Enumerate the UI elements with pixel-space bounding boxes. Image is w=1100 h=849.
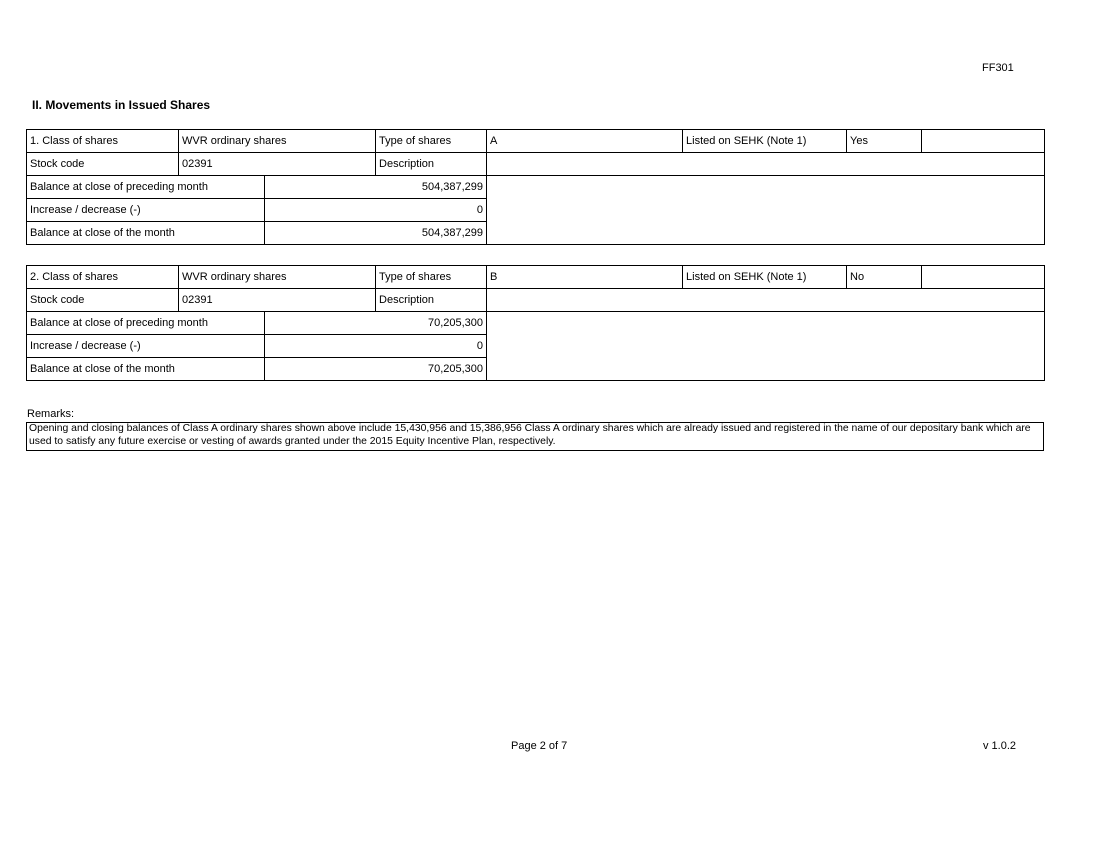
stock-code-label: Stock code	[27, 153, 179, 176]
balance-preceding-value: 504,387,299	[265, 176, 487, 199]
balance-preceding-label: Balance at close of preceding month	[27, 176, 265, 199]
class-label: 1. Class of shares	[27, 130, 179, 153]
share-class-table-1	[26, 129, 1045, 245]
stock-code-row	[27, 153, 1045, 176]
balance-preceding-row	[27, 312, 1045, 335]
increase-decrease-value: 0	[265, 199, 487, 222]
description-value	[487, 289, 1045, 312]
increase-decrease-label: Increase / decrease (-)	[27, 199, 265, 222]
increase-decrease-value: 0	[265, 335, 487, 358]
class-row	[27, 266, 1045, 289]
type-value: B	[487, 266, 683, 289]
stock-code-label: Stock code	[27, 289, 179, 312]
listed-value: Yes	[847, 130, 922, 153]
type-label: Type of shares	[376, 130, 487, 153]
type-label: Type of shares	[376, 266, 487, 289]
description-value	[487, 153, 1045, 176]
description-label: Description	[376, 289, 487, 312]
class-row	[27, 130, 1045, 153]
balance-notes-area	[487, 176, 1045, 245]
page-number: Page 2 of 7	[511, 740, 568, 752]
balance-close-label: Balance at close of the month	[27, 222, 265, 245]
stock-code-value: 02391	[179, 153, 376, 176]
remarks-label: Remarks:	[27, 408, 75, 420]
balance-preceding-label: Balance at close of preceding month	[27, 312, 265, 335]
increase-decrease-label: Increase / decrease (-)	[27, 335, 265, 358]
remarks-box: Opening and closing balances of Class A ordinary shares shown above include 15,430,956 and 15,386,956 Class A ordinary shares which are already issued and registered in the name of our depositary bank which are used to satisfy any future exercise or vesting of awards granted under the 2015 Equity Incentive Plan, respectively.	[26, 422, 1044, 451]
share-class-table-2	[26, 265, 1045, 381]
balance-close-value: 70,205,300	[265, 358, 487, 381]
class-label: 2. Class of shares	[27, 266, 179, 289]
stock-code-value: 02391	[179, 289, 376, 312]
balance-close-label: Balance at close of the month	[27, 358, 265, 381]
listed-label: Listed on SEHK (Note 1)	[683, 130, 847, 153]
stock-code-row	[27, 289, 1045, 312]
class-value: WVR ordinary shares	[179, 266, 376, 289]
form-code: FF301	[982, 62, 1014, 74]
type-value: A	[487, 130, 683, 153]
balance-preceding-value: 70,205,300	[265, 312, 487, 335]
section-title: II. Movements in Issued Shares	[32, 98, 211, 112]
listed-label: Listed on SEHK (Note 1)	[683, 266, 847, 289]
balance-preceding-row	[27, 176, 1045, 199]
class-value: WVR ordinary shares	[179, 130, 376, 153]
listed-value: No	[847, 266, 922, 289]
extra-cell	[922, 130, 1045, 153]
balance-close-value: 504,387,299	[265, 222, 487, 245]
balance-notes-area	[487, 312, 1045, 381]
extra-cell	[922, 266, 1045, 289]
description-label: Description	[376, 153, 487, 176]
version-label: v 1.0.2	[983, 740, 1017, 752]
